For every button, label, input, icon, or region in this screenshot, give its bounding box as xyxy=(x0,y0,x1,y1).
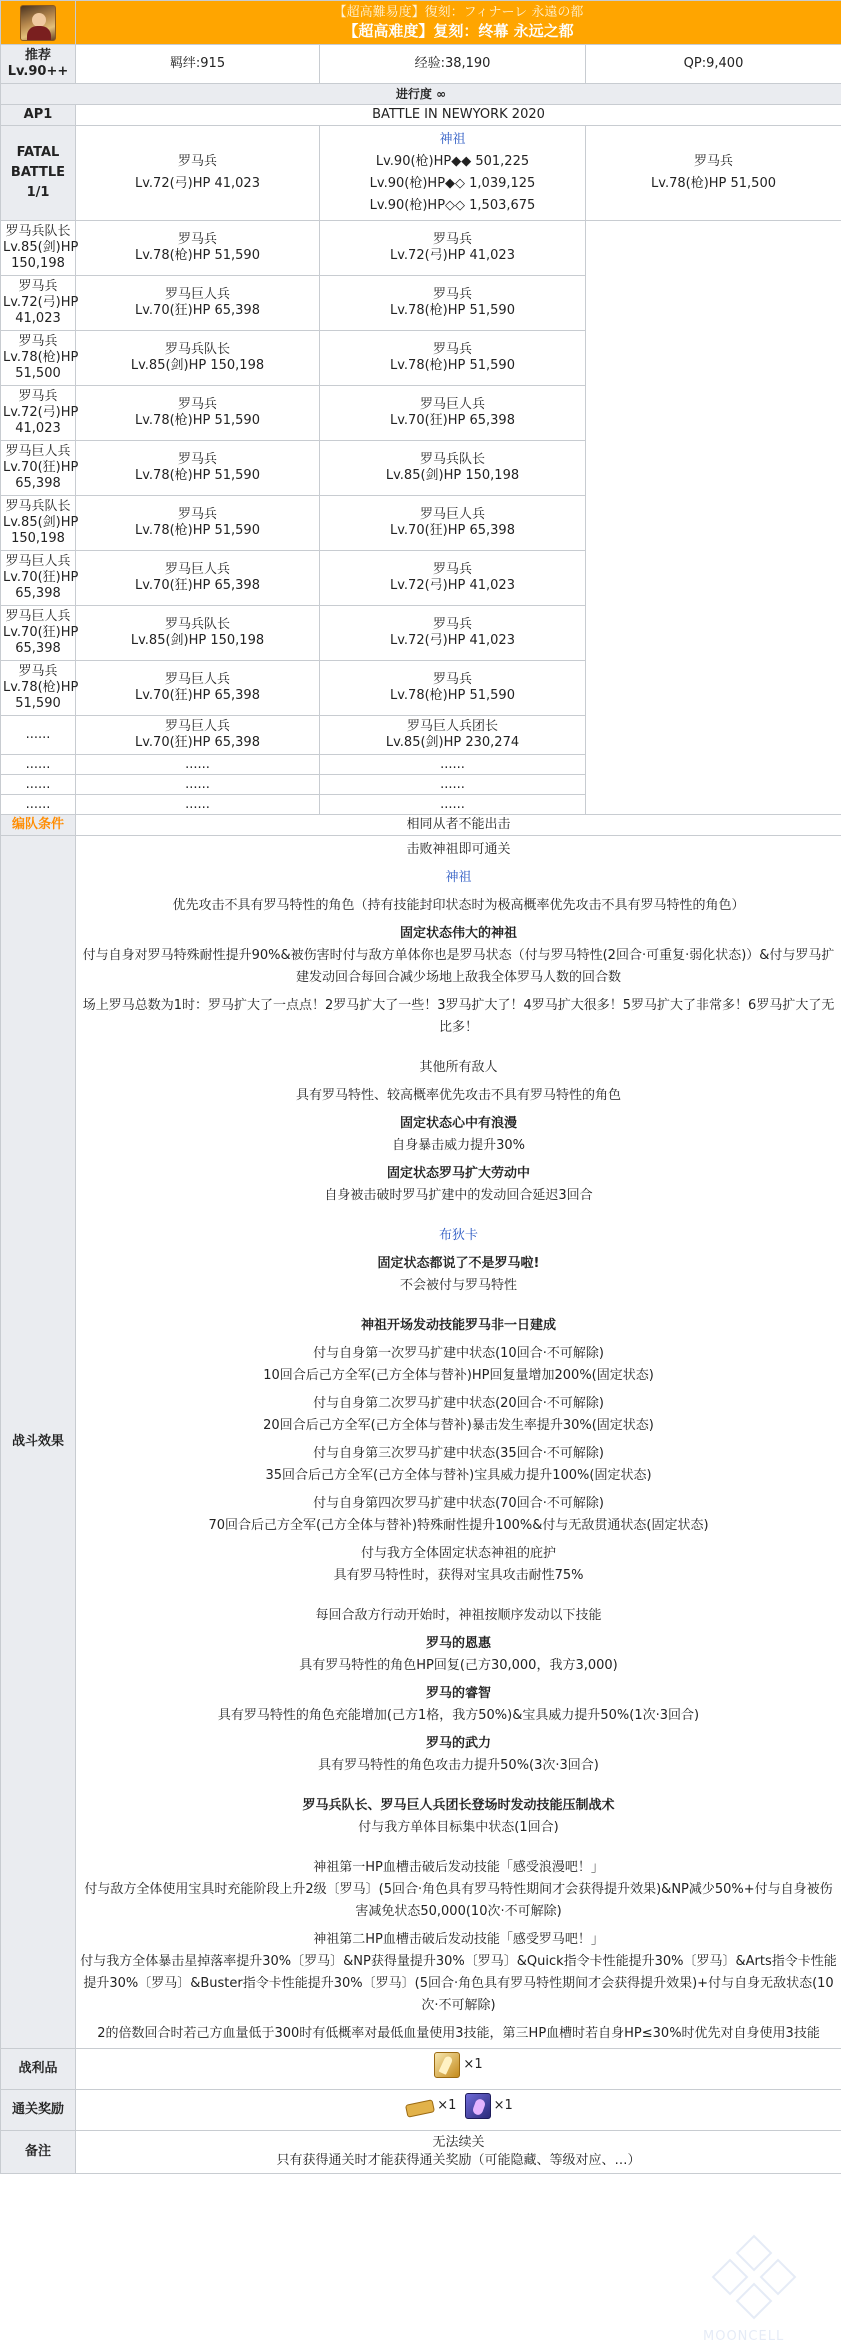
enemy-stats: Lv.72(弓)HP 41,023 xyxy=(390,578,515,593)
enemy-name: 罗马巨人兵团长 xyxy=(406,719,498,734)
enemy-stats: Lv.78(枪)HP 51,590 xyxy=(3,680,79,711)
enemy-name: 罗马兵 xyxy=(177,452,217,467)
effect-line: 付与我方全体暴击星掉落率提升30%〔罗马〕&NP获得量提升30%〔罗马〕&Quick指令卡性能提升30%〔罗马〕&Arts指令卡性能提升30%〔罗马〕&Buster指令卡性能提升30%〔罗马〕(5回合·角色具有罗马特性期间才会获得提升效果)+付与自身无敌状态(10次·不可解除) xyxy=(80,1954,837,2013)
enemy-cell xyxy=(320,661,586,716)
effect-line: 神祖第二HP血槽击破后发动技能「感受罗马吧！」 xyxy=(313,1932,604,1947)
enemy-name: 罗马兵 xyxy=(432,232,472,247)
enemy-stats: Lv.70(狂)HP 65,398 xyxy=(135,303,260,318)
effect-line: 付与自身第二次罗马扩建中状态(20回合·不可解除) xyxy=(313,1396,604,1411)
enemy-cell xyxy=(1,221,79,276)
boss-name-link[interactable]: 神祖 xyxy=(439,132,466,147)
note-line: 无法续关 xyxy=(432,2135,485,2150)
enemy-cell xyxy=(76,441,320,496)
effect-line: 固定状态心中有浪漫 xyxy=(400,1116,518,1131)
enemy-row xyxy=(1,441,841,496)
enemy-name: 罗马兵 xyxy=(432,617,472,632)
enemy-row xyxy=(1,606,841,661)
enemy-cell xyxy=(1,386,79,441)
progress-row: 进行度 ∞ xyxy=(1,84,841,105)
enemy-stats: Lv.72(弓)HP 41,023 xyxy=(3,295,79,326)
battle-title: BATTLE IN NEWYORK 2020 xyxy=(76,105,841,126)
effect-line: 具有罗马特性时，获得对宝具攻击耐性75% xyxy=(333,1568,584,1583)
enemy-cell xyxy=(76,386,320,441)
enemy-row xyxy=(1,386,841,441)
enemy-name: 罗马兵 xyxy=(18,279,58,294)
reward-count: ×1 xyxy=(493,2098,513,2113)
effect-line: 付与自身对罗马特殊耐性提升90%&被伤害时付与敌方单体你也是罗马状态（付与罗马特性(2回合·可重复·弱化状态)）&付与罗马扩建发动回合每回合减少场地上敌我全体罗马人数的回合数 xyxy=(82,948,835,985)
enemy-cell xyxy=(320,551,586,606)
effect-line: 罗马的恩惠 xyxy=(426,1636,492,1651)
enemy-cell: 罗马兵 Lv.78(枪)HP 51,500 xyxy=(586,126,841,221)
enemy-row xyxy=(1,496,841,551)
enemy-name: 罗马巨人兵 xyxy=(5,444,71,459)
qp-value: QP:9,400 xyxy=(586,45,841,84)
placeholder-cell: ...... xyxy=(320,775,586,795)
effect-line: 70回合后己方全军(己方全体与替补)特殊耐性提升100%&付与无敌贯通状态(固定状态) xyxy=(208,1518,709,1533)
enemy-stats: Lv.85(剑)HP 150,198 xyxy=(385,468,520,483)
enemy-name: 罗马兵 xyxy=(177,507,217,522)
quest-subtitle: 【超高難易度】復刻：フィナーレ 永遠の都 xyxy=(333,5,584,20)
enemy-cell xyxy=(320,716,586,755)
enemy-stats: Lv.85(剑)HP 150,198 xyxy=(130,633,265,648)
effect-line: 35回合后己方全军(己方全体与替补)宝具威力提升100%(固定状态) xyxy=(265,1468,652,1483)
enemy-cell xyxy=(76,551,320,606)
enemy-name: 罗马巨人兵 xyxy=(5,609,71,624)
enemy-cell xyxy=(76,661,320,716)
enemy-cell xyxy=(76,221,320,276)
enemy-cell: 罗马兵 Lv.72(弓)HP 41,023 xyxy=(76,126,320,221)
enemy-row xyxy=(1,716,841,755)
note-line: 只有获得通关时才能获得通关奖励（可能隐藏、等级对应、…） xyxy=(276,2153,641,2168)
enemy-stats: Lv.78(枪)HP 51,590 xyxy=(135,248,260,263)
enemy-stats: Lv.85(剑)HP 150,198 xyxy=(130,358,265,373)
enemy-cell xyxy=(1,606,79,661)
enemy-name: 罗马兵 xyxy=(432,672,472,687)
notes-value xyxy=(76,2131,841,2174)
enemy-cell xyxy=(76,496,320,551)
enemy-stats: Lv.78(枪)HP 51,500 xyxy=(3,350,79,381)
effect-link-boss[interactable]: 神祖 xyxy=(445,870,472,885)
enemy-stats: Lv.70(狂)HP 65,398 xyxy=(135,578,260,593)
placeholder-cell: ...... xyxy=(320,755,586,775)
effect-line: 自身被击破时罗马扩建中的发动回合延迟3回合 xyxy=(324,1188,593,1203)
enemy-row xyxy=(1,661,841,716)
enemy-name: 罗马巨人兵 xyxy=(419,397,485,412)
mooncell-watermark: MOONCELL xyxy=(693,2234,823,2344)
reward-item[interactable] xyxy=(404,2093,456,2119)
effect-line: 场上罗马总数为1时：罗马扩大了一点点！2罗马扩大了一些！3罗马扩大了！4罗马扩大很多！5罗马扩大了非常多！6罗马扩大了无比多！ xyxy=(82,998,835,1035)
placeholder-cell: ...... xyxy=(76,775,320,795)
effect-line: 优先攻击不具有罗马特性的角色（持有技能封印状态时为极高概率优先攻击不具有罗马特性的角色） xyxy=(172,898,745,913)
effect-line: 罗马的睿智 xyxy=(426,1686,492,1701)
enemy-stats: Lv.70(狂)HP 65,398 xyxy=(3,460,79,491)
enemy-stats: Lv.78(枪)HP 51,590 xyxy=(135,468,260,483)
enemy-name: 罗马兵 xyxy=(432,562,472,577)
enemy-cell xyxy=(320,331,586,386)
quest-title: 【超高难度】复刻：终幕 永远之都 xyxy=(343,22,574,40)
enemy-cell xyxy=(1,441,79,496)
enemy-row xyxy=(1,551,841,606)
enemy-cell xyxy=(1,551,79,606)
enemy-cell xyxy=(76,606,320,661)
enemy-stats: Lv.70(狂)HP 65,398 xyxy=(390,523,515,538)
enemy-name: 罗马兵 xyxy=(432,287,472,302)
quest-header xyxy=(76,1,841,45)
enemy-stats: Lv.78(枪)HP 51,590 xyxy=(390,688,515,703)
effect-line: 固定状态罗马扩大劳动中 xyxy=(387,1166,531,1181)
effect-line: 每回合敌方行动开始时，神祖按顺序发动以下技能 xyxy=(315,1608,602,1623)
enemy-cell xyxy=(320,386,586,441)
fatal-battle-label: FATAL BATTLE 1/1 xyxy=(1,126,76,221)
ap-label: AP1 xyxy=(1,105,76,126)
loot-items xyxy=(76,2049,841,2090)
effect-line: 10回合后己方全军(己方全体与替补)HP回复量增加200%(固定状态) xyxy=(263,1368,654,1383)
effect-line: 付与我方全体固定状态神祖的庇护 xyxy=(361,1546,557,1561)
effect-line: 罗马的武力 xyxy=(426,1736,492,1751)
effect-line: 其他所有敌人 xyxy=(419,1060,498,1075)
effect-line: 不会被付与罗马特性 xyxy=(400,1278,518,1293)
placeholder-cell: ...... xyxy=(76,755,320,775)
enemy-cell xyxy=(1,331,79,386)
loot-label: 战利品 xyxy=(1,2049,76,2090)
enemy-stats: Lv.72(弓)HP 41,023 xyxy=(3,405,79,436)
effect-line: 固定状态都说了不是罗马啦! xyxy=(377,1256,540,1271)
effect-line: 罗马兵队长、罗马巨人兵团长登场时发动技能压制战术 xyxy=(302,1798,615,1813)
reward-item[interactable] xyxy=(465,2093,513,2119)
effect-line: 自身暴击威力提升30% xyxy=(392,1138,525,1153)
enemy-stats: Lv.85(剑)HP 150,198 xyxy=(3,240,79,271)
enemy-cell xyxy=(320,606,586,661)
enemy-name: 罗马巨人兵 xyxy=(164,287,230,302)
effect-line: 具有罗马特性的角色充能增加(己方1格，我方50%)&宝具威力提升50%(1次·3回合) xyxy=(217,1708,700,1723)
enemy-stats: Lv.72(弓)HP 41,023 xyxy=(390,248,515,263)
enemy-stats: Lv.78(枪)HP 51,590 xyxy=(390,303,515,318)
placeholder-cell: ...... xyxy=(1,755,76,775)
effect-line: 20回合后己方全军(己方全体与替补)暴击发生率提升30%(固定状态) xyxy=(263,1418,654,1433)
reward-count: ×1 xyxy=(437,2098,457,2113)
enemy-name: 罗马巨人兵 xyxy=(164,672,230,687)
enemy-stats: Lv.70(狂)HP 65,398 xyxy=(3,570,79,601)
enemy-cell xyxy=(76,276,320,331)
enemy-name: 罗马兵 xyxy=(177,232,217,247)
effect-line: 付与自身第三次罗马扩建中状态(35回合·不可解除) xyxy=(313,1446,604,1461)
enemy-stats: Lv.70(狂)HP 65,398 xyxy=(135,688,260,703)
servant-avatar[interactable] xyxy=(20,5,56,41)
enemy-stats: Lv.78(枪)HP 51,590 xyxy=(135,523,260,538)
recommend-label: 推荐 Lv.90++ xyxy=(1,45,76,84)
effect-line: 神祖开场发动技能罗马非一日建成 xyxy=(361,1318,557,1333)
effect-line: 具有罗马特性、较高概率优先攻击不具有罗马特性的角色 xyxy=(296,1088,622,1103)
effect-line: 击败神祖即可通关 xyxy=(406,842,511,857)
enemy-name: 罗马巨人兵 xyxy=(164,562,230,577)
enemy-rows xyxy=(1,221,841,755)
loot-count: ×1 xyxy=(463,2057,483,2072)
notes-label: 备注 xyxy=(1,2131,76,2174)
enemy-cell xyxy=(1,496,79,551)
exp-value: 经验:38,190 xyxy=(320,45,586,84)
enemy-name: 罗马兵队长 xyxy=(164,342,230,357)
enemy-name: 罗马兵 xyxy=(18,334,58,349)
enemy-cell xyxy=(320,441,586,496)
effect-line: 神祖第一HP血槽击破后发动技能「感受浪漫吧！」 xyxy=(313,1860,604,1875)
enemy-cell xyxy=(320,276,586,331)
placeholder-cell: ...... xyxy=(76,795,320,815)
party-condition-value: 相同从者不能出击 xyxy=(76,815,841,836)
enemy-name: 罗马巨人兵 xyxy=(164,719,230,734)
enemy-stats: Lv.85(剑)HP 150,198 xyxy=(3,515,79,546)
party-condition-label: 编队条件 xyxy=(1,815,76,836)
enemy-stats: Lv.70(狂)HP 65,398 xyxy=(390,413,515,428)
enemy-row xyxy=(1,331,841,386)
placeholder-cell: ...... xyxy=(1,795,76,815)
enemy-name: 罗马兵 xyxy=(18,389,58,404)
feather-icon xyxy=(434,2052,460,2078)
placeholder-cell: ...... xyxy=(320,795,586,815)
enemy-stats: Lv.85(剑)HP 230,274 xyxy=(385,735,520,750)
enemy-cell xyxy=(76,331,320,386)
bond-value: 羁绊:915 xyxy=(76,45,320,84)
enemy-row xyxy=(1,276,841,331)
mana-prism-icon xyxy=(465,2093,491,2119)
boss-cell: 神祖 Lv.90(枪)HP◆◆ 501,225 Lv.90(枪)HP◆◇ 1,039,125 Lv.90(枪)HP◇◇ 1,503,675 xyxy=(320,126,586,221)
placeholder-cell: ...... xyxy=(1,775,76,795)
loot-item[interactable] xyxy=(434,2052,482,2078)
enemy-stats: Lv.72(弓)HP 41,023 xyxy=(390,633,515,648)
clear-reward-label: 通关奖励 xyxy=(1,2090,76,2131)
effect-line: 付与我方单体目标集中状态(1回合) xyxy=(358,1820,559,1835)
effect-line: 付与敌方全体使用宝具时充能阶段上升2级〔罗马〕(5回合·角色具有罗马特性期间才会获得提升效果)&NP减少50%+付与自身被伤害减免状态50,000(10次·不可解除) xyxy=(84,1882,833,1919)
enemy-stats: Lv.70(狂)HP 65,398 xyxy=(135,735,260,750)
enemy-name: 罗马兵队长 xyxy=(419,452,485,467)
effect-line: 2的倍数回合时若己方血量低于300时有低概率对最低血量使用3技能，第三HP血槽时若自身HP≤30%时优先对自身使用3技能 xyxy=(97,2026,820,2041)
clear-reward-items xyxy=(76,2090,841,2131)
effect-line: 固定状态伟大的神祖 xyxy=(400,926,518,941)
enemy-name: ...... xyxy=(25,727,51,742)
enemy-name: 罗马巨人兵 xyxy=(419,507,485,522)
enemy-name: 罗马兵 xyxy=(18,664,58,679)
enemy-stats: Lv.70(狂)HP 65,398 xyxy=(3,625,79,656)
enemy-name: 罗马巨人兵 xyxy=(5,554,71,569)
enemy-cell xyxy=(1,661,79,716)
servant-avatar-cell xyxy=(1,1,76,45)
effect-line: 付与自身第四次罗马扩建中状态(70回合·不可解除) xyxy=(313,1496,604,1511)
battle-effects-label: 战斗效果 xyxy=(1,836,76,2049)
enemy-name: 罗马兵 xyxy=(432,342,472,357)
bread-icon xyxy=(404,2093,434,2119)
battle-effects xyxy=(76,836,841,2049)
effect-link-boudica[interactable]: 布狄卡 xyxy=(439,1228,479,1243)
enemy-cell xyxy=(320,221,586,276)
enemy-cell xyxy=(76,716,320,755)
enemy-stats: Lv.78(枪)HP 51,590 xyxy=(390,358,515,373)
enemy-row xyxy=(1,221,841,276)
effect-line: 付与自身第一次罗马扩建中状态(10回合·不可解除) xyxy=(313,1346,604,1361)
enemy-name: 罗马兵队长 xyxy=(5,499,71,514)
effect-line: 具有罗马特性的角色攻击力提升50%(3次·3回合) xyxy=(318,1758,599,1773)
enemy-cell xyxy=(320,496,586,551)
enemy-name: 罗马兵 xyxy=(177,397,217,412)
enemy-stats: Lv.78(枪)HP 51,590 xyxy=(135,413,260,428)
enemy-cell xyxy=(1,716,76,755)
enemy-cell xyxy=(1,276,79,331)
enemy-name: 罗马兵队长 xyxy=(5,224,71,239)
effect-line: 具有罗马特性的角色HP回复(己方30,000，我方3,000) xyxy=(299,1658,618,1673)
enemy-name: 罗马兵队长 xyxy=(164,617,230,632)
